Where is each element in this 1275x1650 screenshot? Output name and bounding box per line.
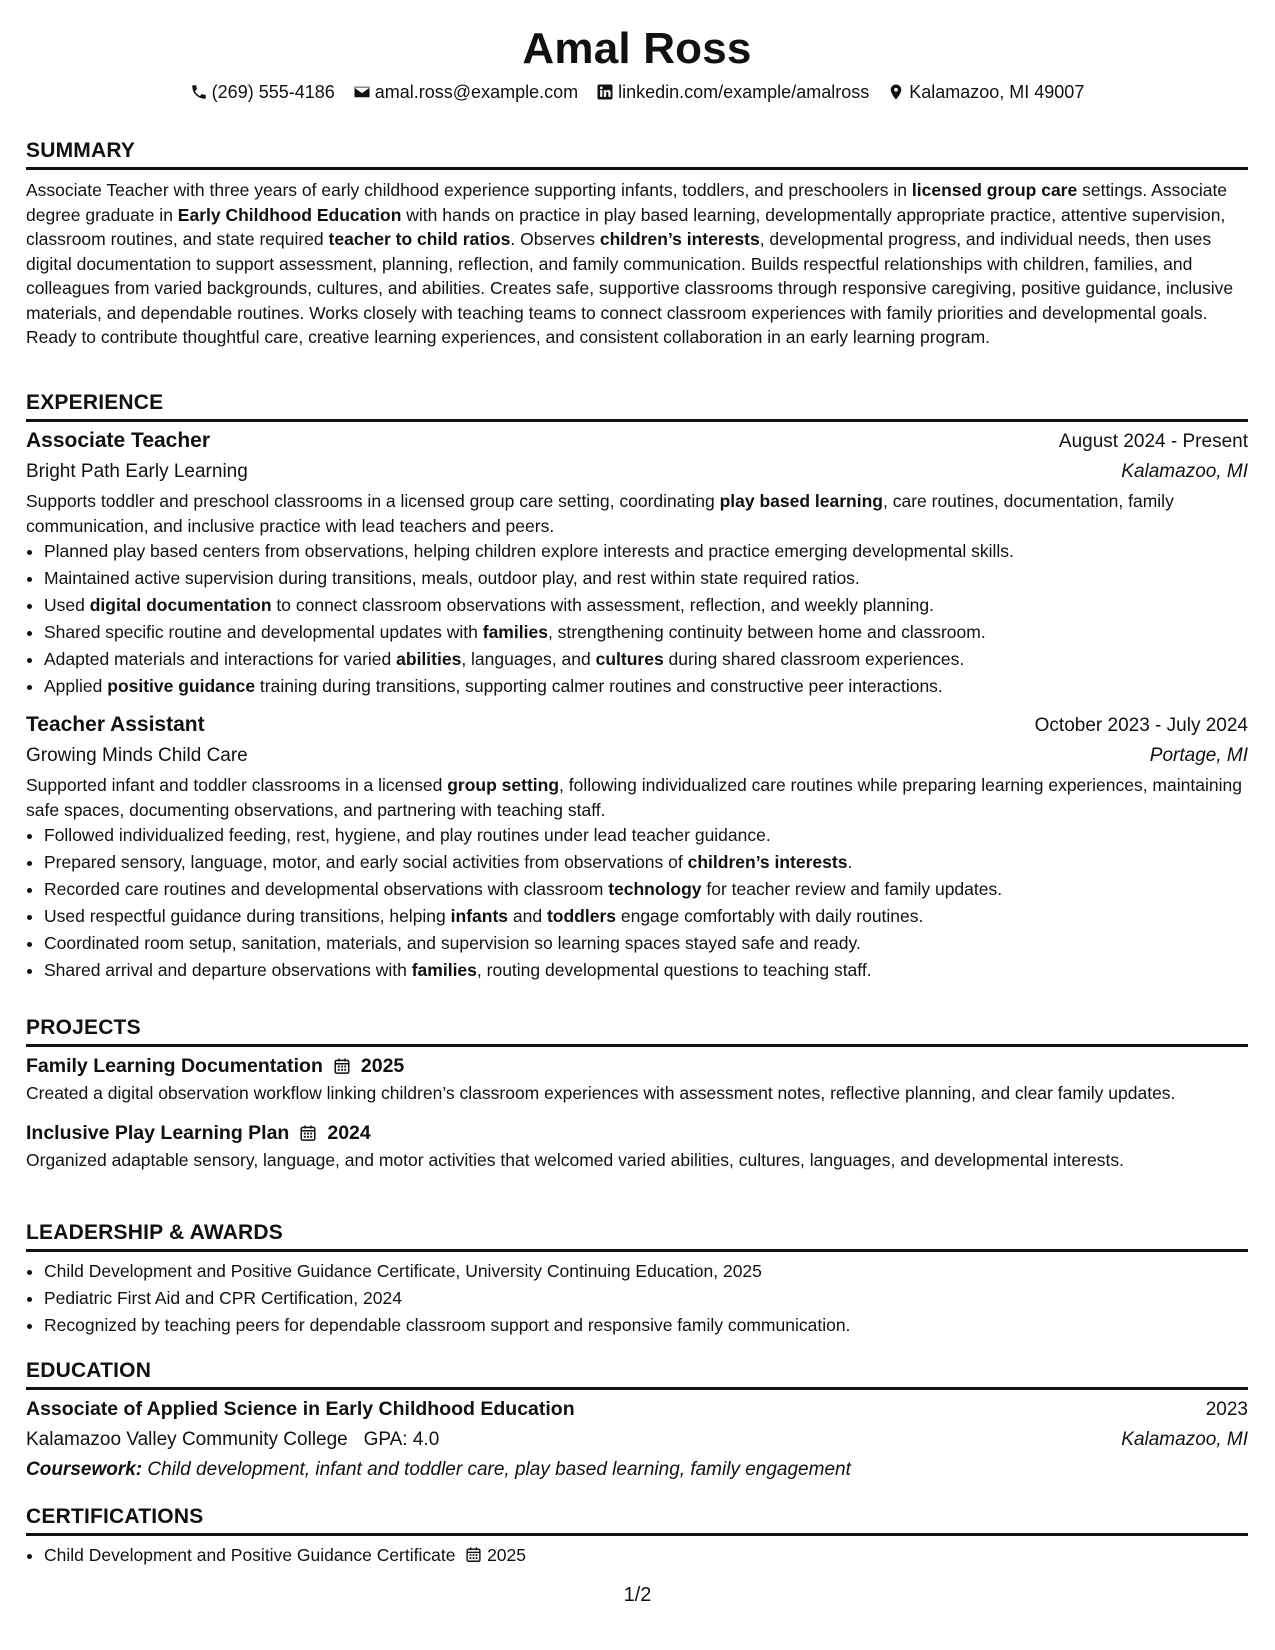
experience-section (26, 390, 1248, 984)
list-item (44, 673, 1248, 700)
candidate-name: Amal Ross (522, 24, 752, 73)
body-text: Planned play based centers from observations, helping children explore interests and practice emerging developmental skills. (44, 541, 1014, 561)
project-entry (26, 1051, 1248, 1106)
linkedin-text: linkedin.com/example/amalross (618, 81, 870, 102)
job-intro (26, 489, 1248, 538)
list-item (44, 646, 1248, 673)
email-text: amal.ross@example.com (374, 81, 579, 102)
body-text: during shared classroom experiences. (663, 649, 965, 669)
job-intro (26, 773, 1248, 822)
body-text: Associate Teacher with three years of early childhood experience supporting infants, toddlers, and preschoolers in (26, 180, 912, 200)
body-text: and (508, 906, 547, 926)
highlight-text: toddlers (546, 906, 616, 926)
section-title: EDUCATION (26, 1358, 1248, 1390)
highlight-text: abilities (396, 649, 462, 669)
job-dates: August 2024 - Present (1058, 431, 1248, 452)
highlight-text: infants (450, 906, 509, 926)
location-text: Kalamazoo, MI 49007 (909, 81, 1085, 102)
page-number: 1/2 (623, 1584, 652, 1606)
calendar-icon (299, 1124, 317, 1142)
summary-text (26, 178, 1248, 350)
body-text: , following individualized care routines while preparing learning experiences, maintaining safe spaces, documenting observations, and partnering with teaching staff. (26, 775, 1242, 820)
projects-section (26, 1015, 1248, 1172)
list-item (44, 565, 1248, 592)
body-text: Coordinated room setup, sanitation, materials, and supervision so learning spaces stayed safe and ready. (44, 933, 861, 953)
list-item: • Recognized by teaching peers for dependable classroom support and responsive family communication. (44, 1312, 1248, 1339)
job-bullets (26, 538, 1248, 700)
list-item (44, 849, 1248, 876)
body-text: Adapted materials and interactions for varied (44, 649, 397, 669)
list-item (44, 822, 1248, 849)
list-item: • Child Development and Positive Guidance Certificate, University Continuing Education, 2025 (44, 1258, 1248, 1285)
job-organization: Bright Path Early Learning (26, 461, 248, 482)
certification-item (44, 1542, 1248, 1569)
envelope-icon (353, 83, 371, 101)
highlight-text: digital documentation (89, 595, 272, 615)
body-text: Recorded care routines and developmental observations with classroom (44, 879, 609, 899)
contact-linkedin[interactable] (596, 82, 869, 103)
section-title: EXPERIENCE (26, 390, 1248, 422)
list-item (44, 592, 1248, 619)
degree: Associate of Applied Science in Early Childhood Education (26, 1398, 575, 1420)
section-title: PROJECTS (26, 1015, 1248, 1047)
coursework-label: Coursework: (26, 1459, 143, 1480)
body-text: Prepared sensory, language, motor, and early social activities from observations of (44, 852, 688, 872)
map-pin-icon (887, 83, 905, 101)
coursework-text: Child development, infant and toddler care, play based learning, family engagement (147, 1459, 851, 1480)
graduation-year: 2023 (1205, 1399, 1248, 1420)
highlight-text: children’s interests (687, 852, 848, 872)
body-text: , languages, and (461, 649, 596, 669)
contact-bar (26, 80, 1248, 104)
section-title: CERTIFICATIONS (26, 1504, 1248, 1536)
contact-location (887, 82, 1084, 103)
school-name: Kalamazoo Valley Community College (26, 1429, 348, 1450)
list-item (44, 876, 1248, 903)
job-organization: Growing Minds Child Care (26, 745, 248, 766)
job-title: Associate Teacher (26, 429, 211, 452)
body-text: Maintained active supervision during transitions, meals, outdoor play, and rest within state required ratios. (44, 568, 860, 588)
leadership-section (26, 1220, 1248, 1339)
body-text: Supported infant and toddler classrooms in a licensed (26, 775, 448, 795)
projects-list (26, 1051, 1248, 1172)
list-item (44, 619, 1248, 646)
body-text: , routing developmental questions to teaching staff. (476, 960, 872, 980)
certification-name: Child Development and Positive Guidance Certificate (44, 1545, 456, 1565)
project-name: Inclusive Play Learning Plan (26, 1121, 290, 1144)
highlight-text: children’s interests (599, 229, 760, 249)
coursework (26, 1455, 1248, 1485)
list-item: • Pediatric First Aid and CPR Certification, 2024 (44, 1285, 1248, 1312)
list-item (44, 903, 1248, 930)
phone-icon (190, 83, 208, 101)
project-description: Created a digital observation workflow linking children’s classroom experiences with assessment notes, reflective planning, and clear family updates. (26, 1083, 1176, 1103)
project-year: 2025 (360, 1055, 405, 1077)
job-location: Portage, MI (1149, 745, 1248, 766)
project-entry (26, 1118, 1248, 1173)
body-text: , care routines, documentation, family communication, and inclusive practice with lead teachers and peers. (26, 491, 1174, 536)
body-text: Used (44, 595, 90, 615)
job-title: Teacher Assistant (26, 713, 205, 736)
list-item (44, 957, 1248, 984)
body-text: for teacher review and family updates. (701, 879, 1003, 899)
calendar-icon (465, 1544, 482, 1561)
highlight-text: technology (608, 879, 702, 899)
section-title: LEADERSHIP & AWARDS (26, 1220, 1248, 1252)
body-text: engage comfortably with daily routines. (616, 906, 924, 926)
body-text: Applied (44, 676, 108, 696)
body-text: , developmental progress, and individual needs, then uses digital documentation to support assessment, planning, reflection, and family communication. Builds respectful relationships with children, families, and colleagues from varied backgrounds, cultures, and abilities. Creates safe, supportive classrooms through responsive caregiving, positive guidance, inclusive materials, and dependable routines. Works closely with teaching teams to connect classroom experiences with family priorities and developmental goals. Ready to contribute thoughtful care, creative learning experiences, and consistent collaboration in an early learning program. (26, 229, 1234, 347)
highlight-text: positive guidance (107, 676, 256, 696)
body-text: . Observes (510, 229, 600, 249)
section-title: SUMMARY (26, 138, 1248, 170)
summary-section (26, 138, 1248, 350)
body-text: settings. Associate degree graduate in (26, 180, 1228, 225)
body-text: . (847, 852, 853, 872)
school-location: Kalamazoo, MI (1121, 1429, 1248, 1450)
highlight-text: licensed group care (911, 180, 1078, 200)
body-text: Followed individualized feeding, rest, hygiene, and play routines under lead teacher guidance. (44, 825, 771, 845)
leadership-list (26, 1258, 1248, 1339)
project-year: 2024 (327, 1121, 371, 1144)
highlight-text: Early Childhood Education (177, 204, 402, 225)
list-item (44, 538, 1248, 565)
highlight-text: families (482, 622, 548, 642)
certification-year: 2025 (487, 1545, 527, 1565)
job-dates: October 2023 - July 2024 (1034, 715, 1248, 736)
phone-text: (269) 555-4186 (211, 81, 335, 102)
certifications-section (26, 1504, 1248, 1569)
job-location: Kalamazoo, MI (1121, 461, 1248, 482)
job-entry (26, 426, 1248, 700)
highlight-text: teacher to child ratios (328, 229, 511, 249)
body-text: Shared specific routine and developmental updates with (44, 622, 483, 642)
contact-email[interactable] (353, 82, 578, 103)
linkedin-icon (596, 83, 614, 101)
highlight-text: cultures (595, 649, 664, 669)
body-text: training during transitions, supporting calmer routines and constructive peer interactions. (255, 676, 943, 696)
jobs-list (26, 426, 1248, 984)
job-entry (26, 710, 1248, 984)
body-text: to connect classroom observations with assessment, reflection, and weekly planning. (271, 595, 934, 615)
list-item (44, 930, 1248, 957)
gpa: GPA: 4.0 (363, 1429, 440, 1450)
highlight-text: group setting (447, 775, 560, 795)
body-text: , strengthening continuity between home and classroom. (547, 622, 986, 642)
contact-phone[interactable] (190, 82, 335, 103)
highlight-text: play based learning (719, 491, 883, 511)
highlight-text: families (411, 960, 477, 980)
body-text: Shared arrival and departure observations with (44, 960, 412, 980)
calendar-icon (333, 1057, 351, 1075)
job-bullets (26, 822, 1248, 984)
project-name: Family Learning Documentation (26, 1055, 323, 1077)
body-text: Supports toddler and preschool classrooms in a licensed group care setting, coordinating (26, 491, 720, 511)
education-section (26, 1358, 1248, 1485)
body-text: Used respectful guidance during transitions, helping (44, 906, 451, 926)
project-description: Organized adaptable sensory, language, and motor activities that welcomed varied abilities, cultures, languages, and developmental interests. (26, 1149, 1124, 1170)
body-text: with hands on practice in play based learning, developmentally appropriate practice, attentive supervision, classroom routines, and state required (26, 204, 1226, 249)
certifications-list (26, 1542, 1248, 1569)
